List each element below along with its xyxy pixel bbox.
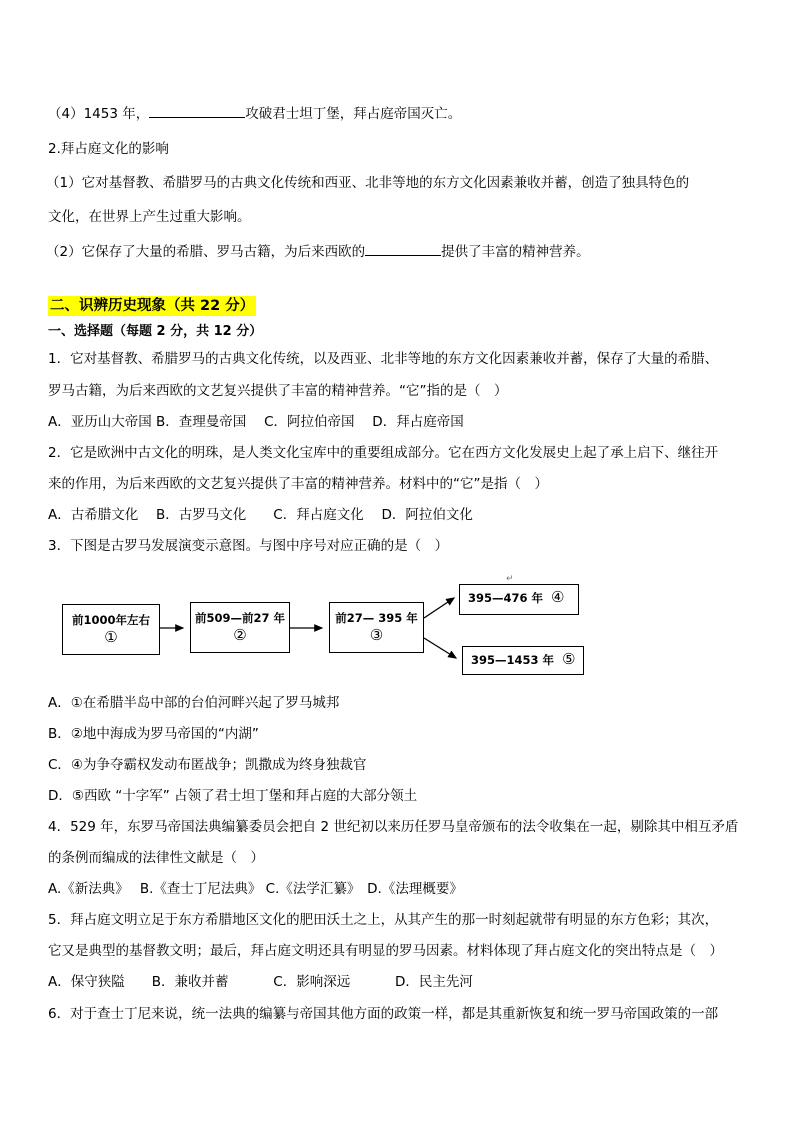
q5-options: A．保守狭隘 B．兼收并蓄 C．影响深远 D．民主先河 bbox=[48, 974, 473, 990]
sub-section-title: 一、选择题（每题 2 分，共 12 分） bbox=[48, 324, 263, 339]
q3-option-a: A．①在希腊半岛中部的台伯河畔兴起了罗马城邦 bbox=[48, 695, 340, 711]
influence-2-suffix: 提供了丰富的精神营养。 bbox=[441, 244, 590, 260]
q6-line-1: 6．对于查士丁尼来说，统一法典的编纂与帝国其他方面的政策一样，都是其重新恢复和统一罗马帝国政策的一部 bbox=[48, 1006, 719, 1022]
box-1-number: ① bbox=[104, 628, 118, 646]
diagram-box-4 bbox=[459, 584, 579, 615]
q3-option-d: D．⑤西欧 “十字军” 占领了君士坦丁堡和拜占庭的大部分领土 bbox=[48, 788, 418, 804]
diagram-box-2 bbox=[190, 602, 290, 653]
box-2-number: ② bbox=[233, 626, 247, 644]
box-4-number: ④ bbox=[551, 588, 565, 606]
box-2-period: 前509—前27 年 bbox=[194, 611, 285, 625]
q3-line-1: 3．下图是古罗马发展演变示意图。与图中序号对应正确的是（ ） bbox=[48, 538, 449, 554]
item-4-prefix: （4）1453 年， bbox=[48, 106, 150, 122]
return-mark-icon: ↵ bbox=[506, 574, 514, 584]
q1-line-1: 1．它对基督教、希腊罗马的古典文化传统，以及西亚、北非等地的东方文化因素兼收并蓄，保存了大量的希腊、 bbox=[48, 351, 719, 367]
q4-line-1: 4．529 年，东罗马帝国法典编纂委员会把自 2 世纪初以来历任罗马皇帝颁布的法令收集在一起，剔除其中相互矛盾 bbox=[48, 819, 739, 835]
q5-line-2: 它又是典型的基督教文明；最后，拜占庭文明还具有明显的罗马因素。材料体现了拜占庭文化的突出特点是（ ） bbox=[48, 943, 723, 959]
q4-line-2: 的条例而编成的法律性文献是（ ） bbox=[48, 850, 264, 866]
q2-line-1: 2．它是欧洲中古文化的明珠，是人类文化宝库中的重要组成部分。它在西方文化发展史上起了承上启下、继往开 bbox=[48, 445, 719, 461]
heading-culture-influence: 2.拜占庭文化的影响 bbox=[48, 141, 169, 157]
box-3-period: 前27— 395 年 bbox=[335, 611, 418, 625]
box-5-number: ⑤ bbox=[562, 650, 576, 668]
q3-option-c: C．④为争夺霸权发动布匿战争；凯撒成为终身独裁官 bbox=[48, 757, 367, 773]
arrow-3-4 bbox=[424, 598, 454, 618]
diagram-box-3 bbox=[329, 602, 424, 653]
box-4-period: 395—476 年 bbox=[468, 591, 544, 605]
q1-options: A．亚历山大帝国 B．查理曼帝国 C．阿拉伯帝国 D．拜占庭帝国 bbox=[48, 414, 464, 430]
q1-line-2: 罗马古籍，为后来西欧的文艺复兴提供了丰富的精神营养。“它”指的是（ ） bbox=[48, 383, 508, 399]
item-4-suffix: 攻破君士坦丁堡，拜占庭帝国灭亡。 bbox=[245, 106, 462, 122]
q3-option-b: B．②地中海成为罗马帝国的“内湖” bbox=[48, 726, 259, 742]
q5-line-1: 5．拜占庭文明立足于东方希腊地区文化的肥田沃土之上，从其产生的那一时刻起就带有明显的东方色彩；其次， bbox=[48, 912, 719, 928]
arrow-3-5 bbox=[424, 638, 456, 658]
diagram-box-1 bbox=[62, 604, 160, 655]
influence-1-line-2: 文化，在世界上产生过重大影响。 bbox=[48, 209, 251, 225]
q2-options: A．古希腊文化 B．古罗马文化 C．拜占庭文化 D．阿拉伯文化 bbox=[48, 507, 473, 523]
influence-1-line-1: （1）它对基督教、希腊罗马的古典文化传统和西亚、北非等地的东方文化因素兼收并蓄，创造了独具特色的 bbox=[46, 175, 690, 191]
box-3-number: ③ bbox=[369, 626, 384, 644]
q2-line-2: 来的作用，为后来西欧的文艺复兴提供了丰富的精神营养。材料中的“它”是指（ ） bbox=[48, 476, 548, 492]
box-5-period: 395—1453 年 bbox=[471, 653, 555, 667]
box-1-period: 前1000年左右 bbox=[71, 613, 150, 627]
influence-2-prefix: （2）它保存了大量的希腊、罗马古籍，为后来西欧的 bbox=[46, 244, 366, 260]
section-title: 二、识辨历史现象（共 22 分） bbox=[50, 298, 255, 314]
q4-options: A.《新法典》 B.《查士丁尼法典》 C.《法学汇纂》 D.《法理概要》 bbox=[48, 881, 463, 897]
diagram-box-5 bbox=[462, 646, 584, 675]
